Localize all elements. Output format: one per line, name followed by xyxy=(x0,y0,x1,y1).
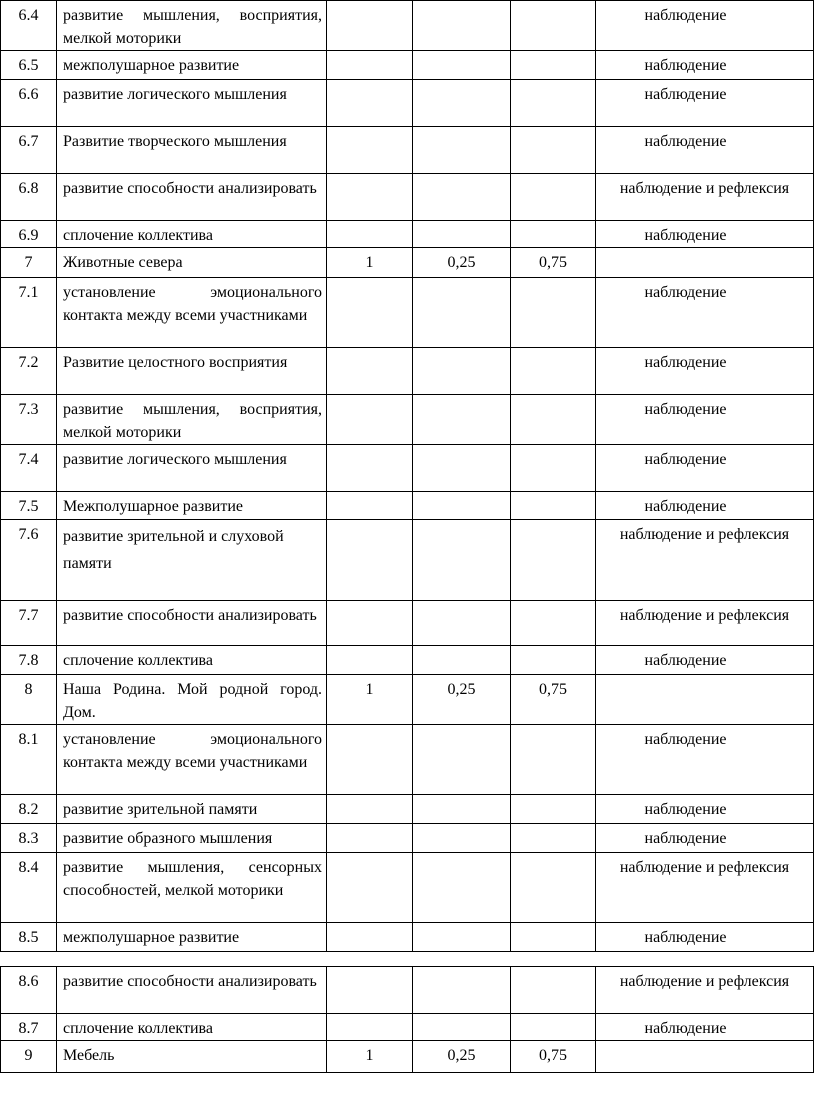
hours-practice: 0,75 xyxy=(511,675,596,725)
control-form: наблюдение xyxy=(596,492,814,520)
control-form: наблюдение xyxy=(596,445,814,492)
hours-practice xyxy=(511,923,596,952)
hours-total xyxy=(327,646,413,675)
row-number: 7.2 xyxy=(1,348,57,395)
row-number: 8.6 xyxy=(1,967,57,1014)
control-form: наблюдение xyxy=(596,51,814,80)
hours-total: 1 xyxy=(327,1041,413,1073)
hours-practice xyxy=(511,445,596,492)
table-row xyxy=(1,248,814,278)
control-form xyxy=(596,675,814,725)
row-number: 8.2 xyxy=(1,795,57,824)
hours-practice xyxy=(511,1014,596,1041)
hours-theory xyxy=(413,127,511,174)
hours-practice xyxy=(511,80,596,127)
hours-theory xyxy=(413,221,511,248)
hours-practice: 0,75 xyxy=(511,248,596,278)
hours-practice xyxy=(511,967,596,1014)
table-row xyxy=(1,725,814,795)
row-number: 7.3 xyxy=(1,395,57,445)
control-form xyxy=(596,248,814,278)
table-row xyxy=(1,646,814,675)
hours-total xyxy=(327,1014,413,1041)
control-form: наблюдение xyxy=(596,127,814,174)
hours-practice xyxy=(511,174,596,221)
topic-title: развитие логического мышления xyxy=(57,445,327,492)
hours-theory xyxy=(413,923,511,952)
control-form xyxy=(596,1041,814,1073)
row-number: 6.9 xyxy=(1,221,57,248)
table-row xyxy=(1,348,814,395)
table-row xyxy=(1,853,814,923)
hours-practice xyxy=(511,601,596,646)
topic-title: развитие способности анализировать xyxy=(57,967,327,1014)
topic-title: развитие мышления, сенсорных способностей, мелкой моторики xyxy=(57,853,327,923)
table-row xyxy=(1,520,814,601)
hours-total xyxy=(327,221,413,248)
row-number: 6.6 xyxy=(1,80,57,127)
hours-theory xyxy=(413,51,511,80)
hours-practice xyxy=(511,646,596,675)
row-number: 7.4 xyxy=(1,445,57,492)
hours-theory xyxy=(413,445,511,492)
hours-theory xyxy=(413,1014,511,1041)
hours-practice xyxy=(511,492,596,520)
hours-practice xyxy=(511,348,596,395)
control-form: наблюдение xyxy=(596,1014,814,1041)
hours-total xyxy=(327,601,413,646)
topic-title: сплочение коллектива xyxy=(57,221,327,248)
table-row xyxy=(1,967,814,1014)
row-number: 7.7 xyxy=(1,601,57,646)
topic-title: развитие зрительной памяти xyxy=(57,795,327,824)
row-number: 7.8 xyxy=(1,646,57,675)
row-number: 8.4 xyxy=(1,853,57,923)
table-row xyxy=(1,445,814,492)
table-row xyxy=(1,278,814,348)
topic-title: развитие зрительной и слуховой памяти xyxy=(57,520,327,601)
hours-total xyxy=(327,1,413,51)
table-row xyxy=(1,601,814,646)
hours-theory: 0,25 xyxy=(413,248,511,278)
hours-theory: 0,25 xyxy=(413,1041,511,1073)
row-number: 7 xyxy=(1,248,57,278)
control-form: наблюдение и рефлексия xyxy=(596,174,814,221)
table-row xyxy=(1,221,814,248)
table-row xyxy=(1,1041,814,1073)
hours-practice xyxy=(511,127,596,174)
table-row xyxy=(1,127,814,174)
control-form: наблюдение xyxy=(596,221,814,248)
hours-total xyxy=(327,967,413,1014)
topic-title: установление эмоционального контакта между всеми участниками xyxy=(57,278,327,348)
row-number: 8.3 xyxy=(1,824,57,853)
topic-title: развитие способности анализировать xyxy=(57,601,327,646)
control-form: наблюдение xyxy=(596,923,814,952)
row-number: 8 xyxy=(1,675,57,725)
table-row xyxy=(1,795,814,824)
topic-title: развитие мышления, восприятия, мелкой моторики xyxy=(57,395,327,445)
topic-title: Мебель xyxy=(57,1041,327,1073)
hours-theory xyxy=(413,853,511,923)
row-number: 7.1 xyxy=(1,278,57,348)
topic-title: развитие способности анализировать xyxy=(57,174,327,221)
hours-theory xyxy=(413,795,511,824)
control-form: наблюдение xyxy=(596,725,814,795)
control-form: наблюдение xyxy=(596,395,814,445)
hours-total xyxy=(327,174,413,221)
topic-title: межполушарное развитие xyxy=(57,923,327,952)
hours-theory xyxy=(413,520,511,601)
table-row xyxy=(1,923,814,952)
row-number: 8.1 xyxy=(1,725,57,795)
hours-total xyxy=(327,492,413,520)
row-number: 6.4 xyxy=(1,1,57,51)
hours-total: 1 xyxy=(327,675,413,725)
control-form: наблюдение xyxy=(596,646,814,675)
topic-title: установление эмоционального контакта между всеми участниками xyxy=(57,725,327,795)
row-number: 7.5 xyxy=(1,492,57,520)
hours-total xyxy=(327,127,413,174)
control-form: наблюдение xyxy=(596,824,814,853)
hours-theory xyxy=(413,824,511,853)
table-row xyxy=(1,492,814,520)
curriculum-table-part-2 xyxy=(0,966,814,1073)
hours-practice xyxy=(511,725,596,795)
hours-total xyxy=(327,395,413,445)
hours-practice xyxy=(511,795,596,824)
row-number: 6.8 xyxy=(1,174,57,221)
hours-theory xyxy=(413,174,511,221)
hours-total xyxy=(327,795,413,824)
topic-title: развитие мышления, восприятия, мелкой моторики xyxy=(57,1,327,51)
hours-practice xyxy=(511,1,596,51)
topic-title: Межполушарное развитие xyxy=(57,492,327,520)
topic-title: Развитие целостного восприятия xyxy=(57,348,327,395)
hours-theory xyxy=(413,646,511,675)
hours-total xyxy=(327,520,413,601)
hours-total xyxy=(327,923,413,952)
row-number: 8.5 xyxy=(1,923,57,952)
topic-title: развитие образного мышления xyxy=(57,824,327,853)
row-number: 8.7 xyxy=(1,1014,57,1041)
table-row xyxy=(1,675,814,725)
topic-title: Животные севера xyxy=(57,248,327,278)
control-form: наблюдение и рефлексия xyxy=(596,853,814,923)
hours-practice xyxy=(511,853,596,923)
table-row xyxy=(1,80,814,127)
hours-total xyxy=(327,445,413,492)
hours-theory xyxy=(413,1,511,51)
hours-total xyxy=(327,80,413,127)
row-number: 9 xyxy=(1,1041,57,1073)
hours-practice xyxy=(511,520,596,601)
hours-practice xyxy=(511,278,596,348)
hours-practice xyxy=(511,221,596,248)
table-row xyxy=(1,1014,814,1041)
hours-theory xyxy=(413,725,511,795)
topic-title: Развитие творческого мышления xyxy=(57,127,327,174)
table-row xyxy=(1,51,814,80)
control-form: наблюдение и рефлексия xyxy=(596,520,814,601)
topic-title: сплочение коллектива xyxy=(57,1014,327,1041)
control-form: наблюдение и рефлексия xyxy=(596,601,814,646)
hours-theory xyxy=(413,601,511,646)
hours-theory xyxy=(413,80,511,127)
control-form: наблюдение и рефлексия xyxy=(596,967,814,1014)
row-number: 6.5 xyxy=(1,51,57,80)
control-form: наблюдение xyxy=(596,80,814,127)
row-number: 7.6 xyxy=(1,520,57,601)
hours-total xyxy=(327,853,413,923)
hours-total: 1 xyxy=(327,248,413,278)
control-form: наблюдение xyxy=(596,348,814,395)
hours-total xyxy=(327,51,413,80)
control-form: наблюдение xyxy=(596,278,814,348)
hours-theory xyxy=(413,278,511,348)
hours-theory xyxy=(413,967,511,1014)
topic-title: сплочение коллектива xyxy=(57,646,327,675)
table-row xyxy=(1,395,814,445)
row-number: 6.7 xyxy=(1,127,57,174)
hours-total xyxy=(327,278,413,348)
topic-title: межполушарное развитие xyxy=(57,51,327,80)
hours-practice: 0,75 xyxy=(511,1041,596,1073)
hours-theory: 0,25 xyxy=(413,675,511,725)
hours-practice xyxy=(511,395,596,445)
topic-title: Наша Родина. Мой родной город. Дом. xyxy=(57,675,327,725)
table-row xyxy=(1,824,814,853)
hours-total xyxy=(327,824,413,853)
hours-practice xyxy=(511,51,596,80)
topic-title: развитие логического мышления xyxy=(57,80,327,127)
hours-theory xyxy=(413,395,511,445)
control-form: наблюдение xyxy=(596,1,814,51)
table-row xyxy=(1,1,814,51)
hours-practice xyxy=(511,824,596,853)
hours-theory xyxy=(413,492,511,520)
control-form: наблюдение xyxy=(596,795,814,824)
hours-total xyxy=(327,725,413,795)
hours-theory xyxy=(413,348,511,395)
hours-total xyxy=(327,348,413,395)
table-row xyxy=(1,174,814,221)
